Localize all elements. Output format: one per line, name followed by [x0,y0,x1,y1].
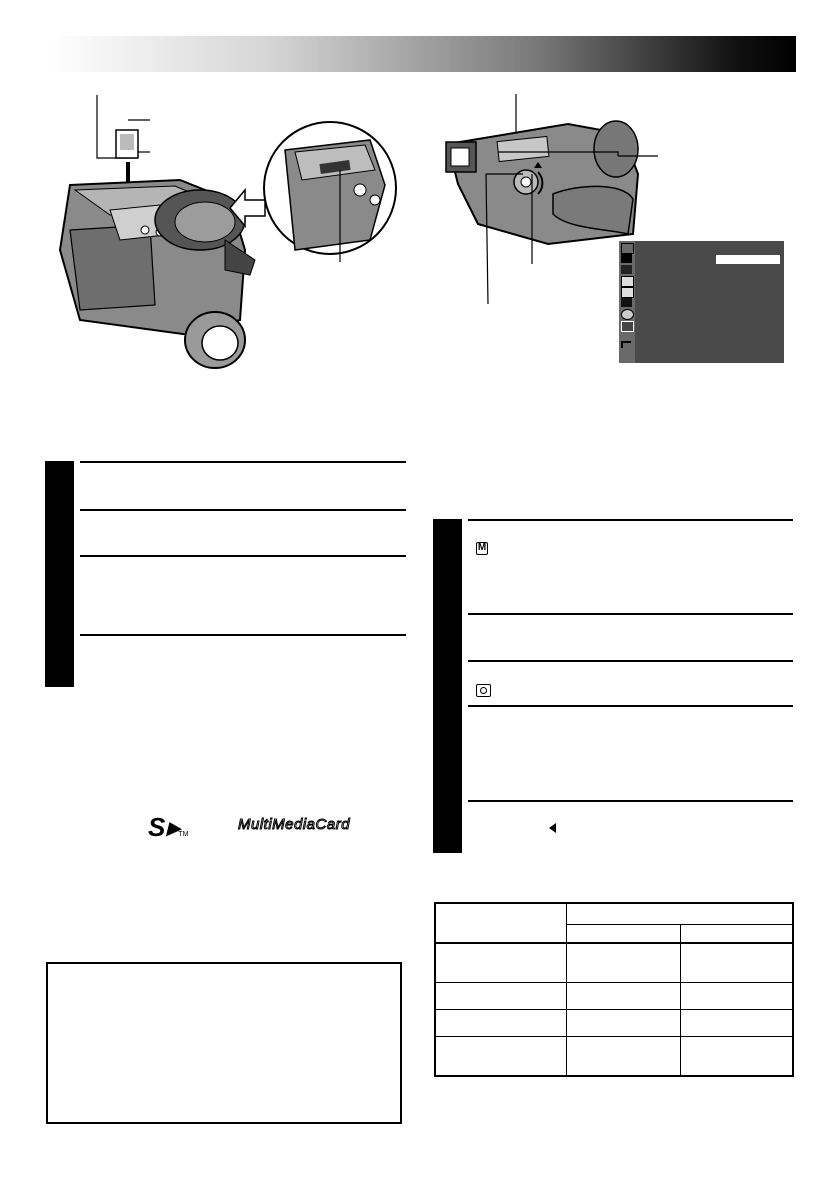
table-cell [567,983,681,1010]
menu-icon-column [619,241,635,363]
right-step-rule-1 [468,519,793,521]
table-cell [681,925,794,944]
table-cell [681,943,794,983]
note-box [46,962,402,1124]
table-cell [435,983,567,1010]
menu-selected-item [716,255,780,264]
table-cell [567,925,681,944]
spec-table [434,902,794,1077]
left-step-rule-4 [80,634,406,636]
camera-menu-icon [621,321,634,332]
manual-menu-icon [621,287,634,298]
card-insertion-illustration [40,90,400,380]
white-balance-icon [621,276,634,287]
right-step-rule-2 [468,613,793,615]
right-step-rule-3 [468,660,793,662]
table-cell [567,943,681,983]
table-row [435,1036,793,1076]
return-arrow-icon [621,341,631,348]
sd-logo-tm: TM [178,831,189,838]
left-step-rule-3 [80,555,406,557]
manual-mode-icon: M [477,542,487,553]
camera-icon [476,684,491,697]
table-cell [681,983,794,1010]
wipe-icon [621,243,634,254]
table-cell [681,1009,794,1036]
left-step-rule-2 [80,509,406,511]
sd-logo-s: S [148,812,165,842]
table-header-row [435,903,793,925]
table-cell [567,1009,681,1036]
program-ae-icon [621,254,632,263]
left-triangle-icon [549,823,556,833]
multimediacard-logo: MultiMediaCard [238,816,351,833]
left-step-tab [45,461,74,687]
right-step-rule-5 [468,800,793,802]
clock-icon [621,309,634,320]
table-cell [435,1036,567,1076]
table-cell [567,1036,681,1076]
table-row [435,1009,793,1036]
right-step-tab [433,519,462,853]
effect-icon [621,298,632,307]
menu-screen [619,241,784,363]
table-cell [435,1009,567,1036]
right-step-rule-4 [468,705,793,707]
table-cell [435,943,567,983]
table-cell [567,903,794,925]
table-cell [435,903,567,943]
table-row [435,983,793,1010]
table-row [435,943,793,983]
left-step-rule-1 [80,461,406,463]
table-cell [681,1036,794,1076]
sd-logo: S▸TM [148,812,189,842]
page-header-bar [50,36,796,72]
exposure-icon [621,265,632,274]
